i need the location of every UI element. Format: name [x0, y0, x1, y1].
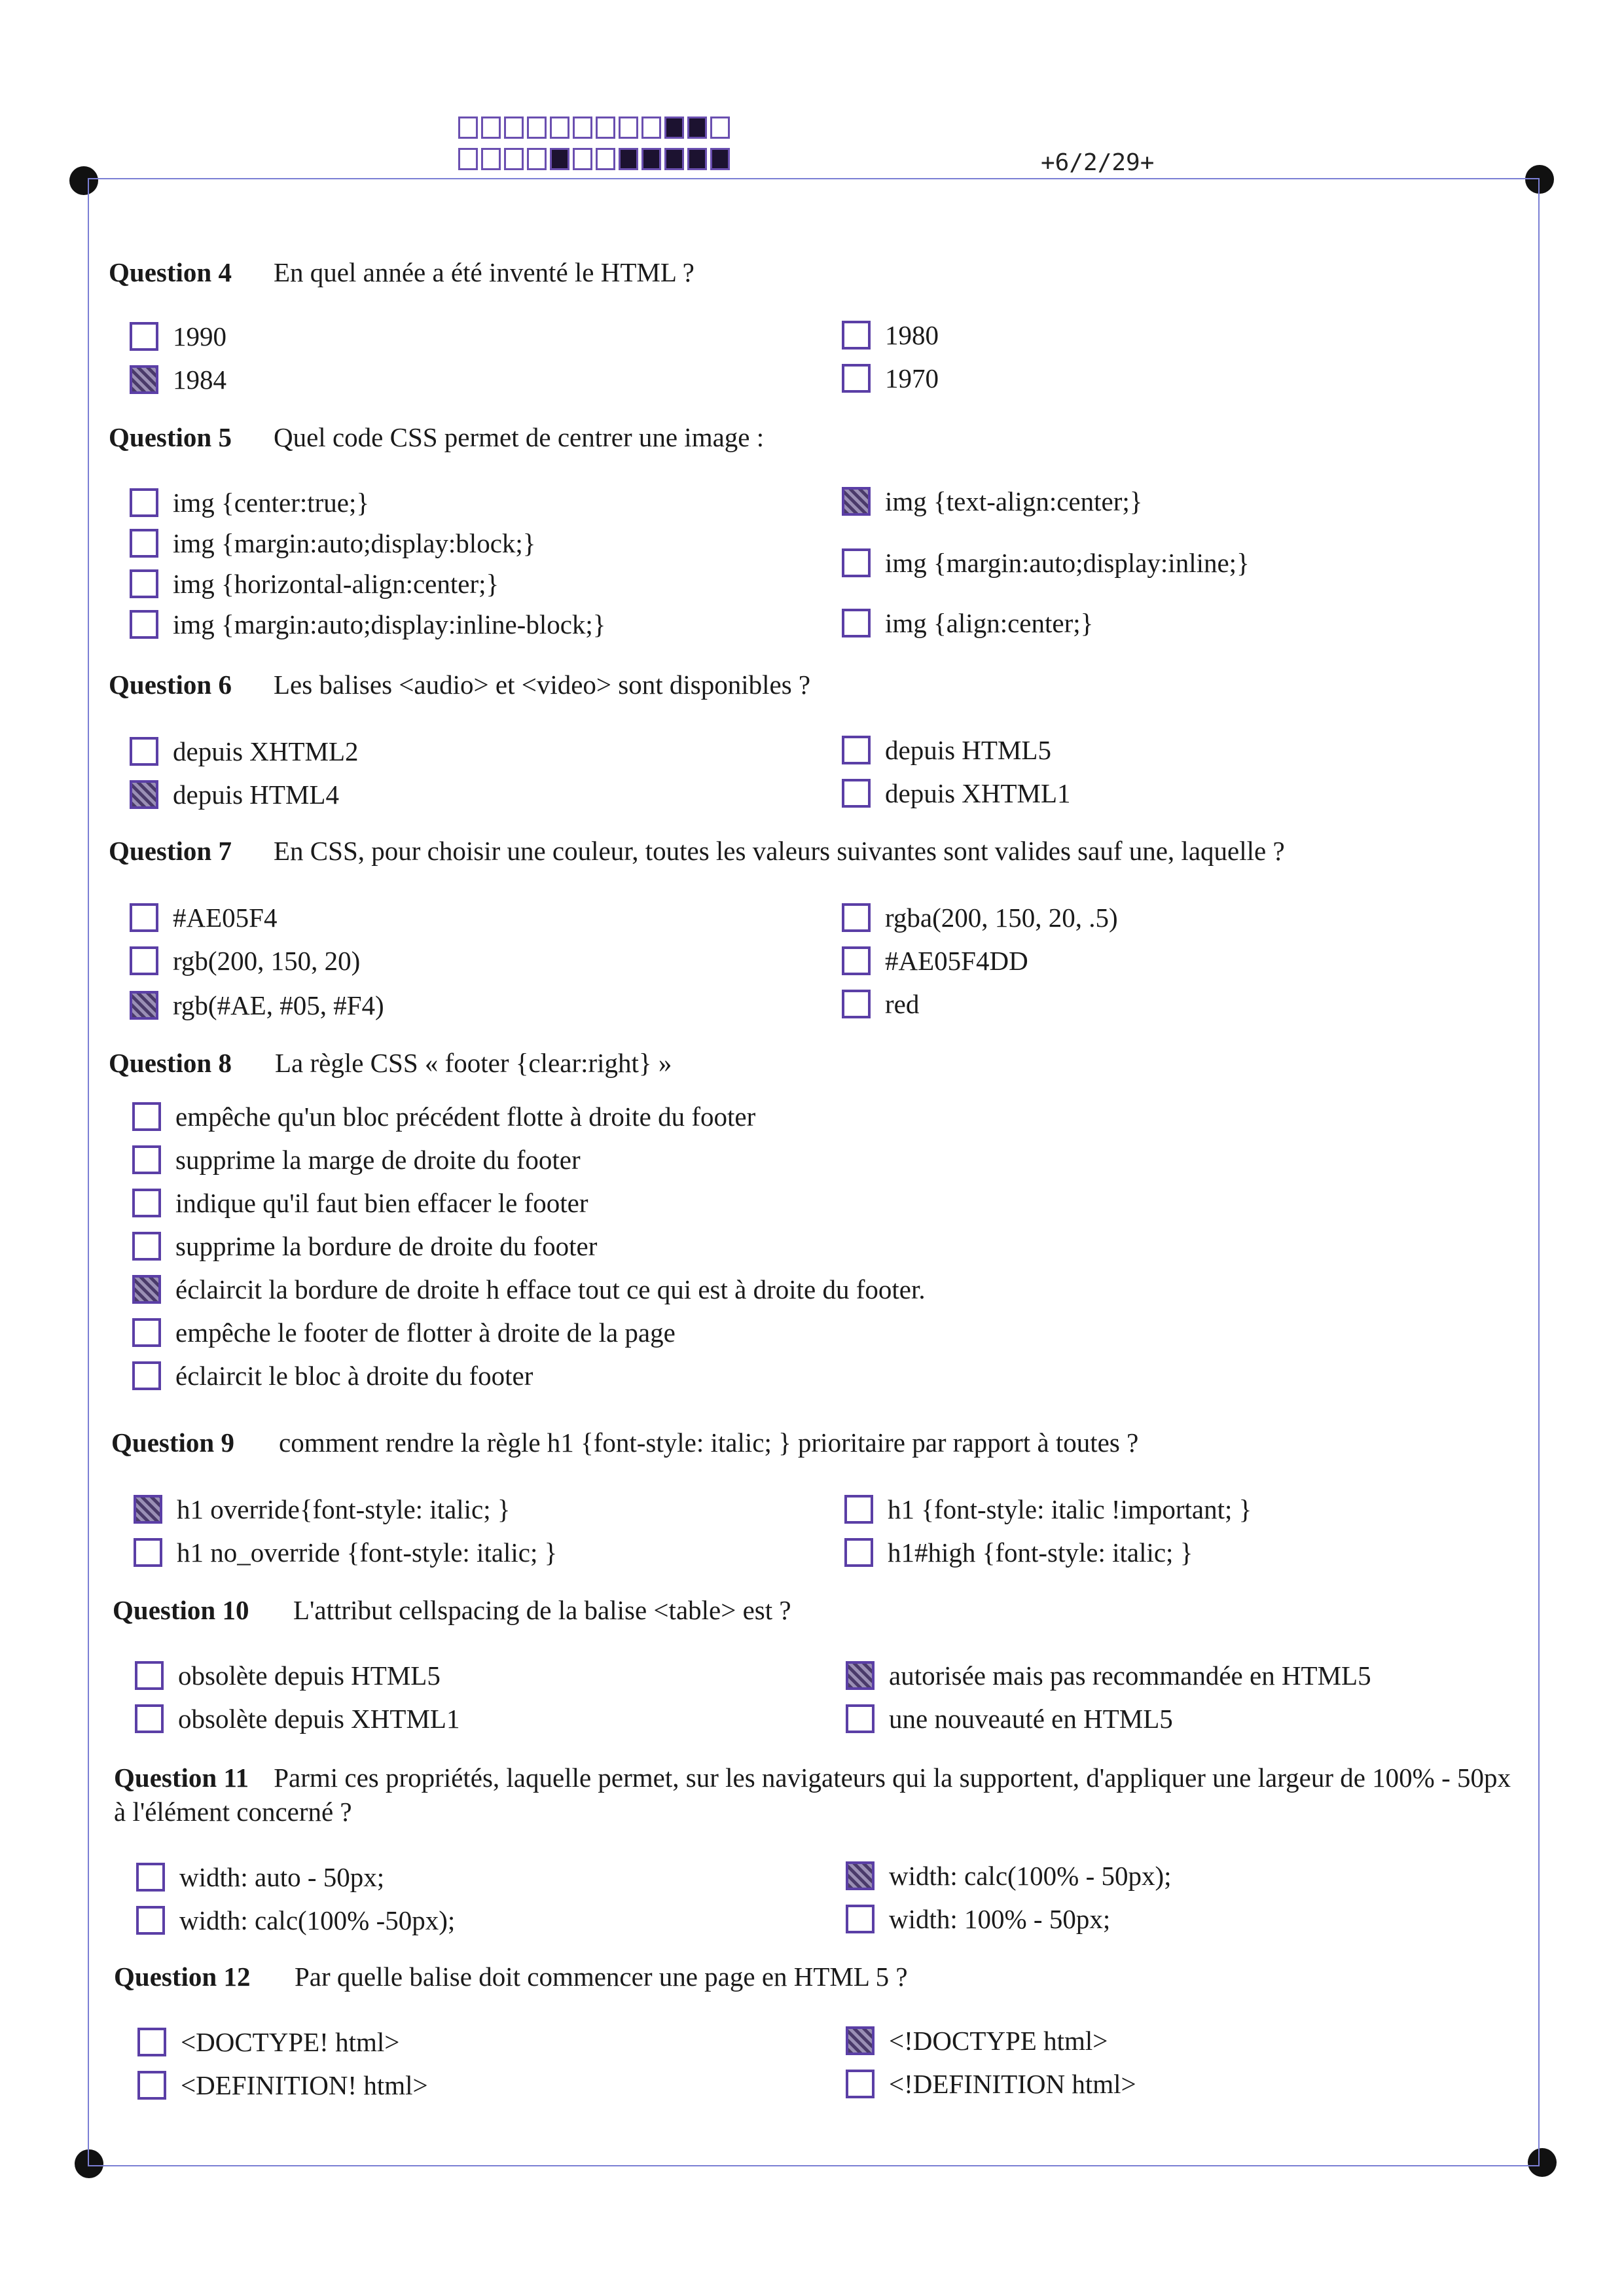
checkbox[interactable]: [136, 1906, 165, 1935]
option-label: supprime la marge de droite du footer: [175, 1145, 581, 1175]
question-number: Question 7: [109, 836, 232, 866]
option-q8-2[interactable]: [132, 1144, 581, 1175]
checkbox[interactable]: [132, 1361, 161, 1390]
option-label: 1970: [885, 363, 939, 393]
option-q11-2[interactable]: [136, 1905, 455, 1936]
barcode-cell: [573, 117, 592, 139]
option-label: width: calc(100% -50px);: [179, 1905, 456, 1935]
option-q5-4[interactable]: [130, 609, 606, 640]
checkbox[interactable]: [134, 1495, 162, 1524]
option-q9-4[interactable]: [844, 1537, 1193, 1568]
barcode-cell: [458, 117, 478, 139]
option-label: h1#high {font-style: italic; }: [888, 1537, 1193, 1568]
option-label: img {horizontal-align:center;}: [173, 569, 499, 599]
option-label: <DEFINITION! html>: [181, 2070, 428, 2100]
option-q5-2[interactable]: [130, 528, 535, 559]
page-id: +6/2/29+: [1041, 149, 1155, 176]
option-label: h1 {font-style: italic !important; }: [888, 1494, 1252, 1524]
barcode-cell: [710, 117, 730, 139]
option-q12-2[interactable]: [137, 2070, 428, 2101]
option-label: rgb(200, 150, 20): [173, 946, 361, 976]
barcode-cell: [504, 117, 524, 139]
checkbox[interactable]: [130, 610, 158, 639]
checkbox[interactable]: [846, 1704, 875, 1733]
barcode-cell: [481, 117, 501, 139]
option-label: h1 no_override {font-style: italic; }: [177, 1537, 558, 1568]
question-text: La règle CSS « footer {clear:right} »: [275, 1048, 672, 1078]
question-5-title: [109, 422, 764, 453]
checkbox[interactable]: [842, 321, 871, 350]
option-label: h1 override{font-style: italic; }: [177, 1494, 511, 1524]
option-q9-1[interactable]: [134, 1494, 511, 1525]
option-q11-1[interactable]: [136, 1861, 384, 1893]
option-q7-1[interactable]: [130, 902, 277, 933]
option-label: img {align:center;}: [885, 608, 1094, 638]
barcode-cell: [596, 148, 615, 170]
question-number: Question 9: [111, 1427, 234, 1458]
option-q7-4[interactable]: [842, 902, 1118, 933]
option-label: width: calc(100% - 50px);: [889, 1861, 1172, 1891]
question-6-title: [109, 669, 810, 700]
option-q8-4[interactable]: [132, 1230, 597, 1262]
checkbox[interactable]: [135, 1704, 164, 1733]
option-label: <DOCTYPE! html>: [181, 2027, 400, 2057]
checkbox[interactable]: [842, 990, 871, 1018]
checkbox[interactable]: [846, 2026, 875, 2055]
checkbox[interactable]: [842, 946, 871, 975]
option-label: red: [885, 989, 920, 1019]
barcode-cell: [687, 117, 707, 139]
option-label: depuis HTML4: [173, 780, 339, 810]
option-q7-5[interactable]: [842, 945, 1028, 977]
option-label: indique qu'il faut bien effacer le footer: [175, 1188, 588, 1218]
option-label: img {margin:auto;display:block;}: [173, 528, 536, 558]
question-text: Quel code CSS permet de centrer une image :: [274, 422, 765, 452]
checkbox[interactable]: [130, 903, 158, 932]
checkbox[interactable]: [842, 364, 871, 393]
option-label: éclaircit la bordure de droite h efface tout ce qui est à droite du footer.: [175, 1274, 926, 1304]
question-number: Question 4: [109, 257, 232, 287]
option-label: obsolète depuis XHTML1: [178, 1704, 460, 1734]
checkbox[interactable]: [136, 1863, 165, 1892]
option-q5-7[interactable]: [842, 607, 1093, 639]
question-number: Question 5: [109, 422, 232, 452]
option-q10-3[interactable]: [846, 1660, 1371, 1691]
barcode-cell: [641, 117, 661, 139]
checkbox[interactable]: [842, 779, 871, 808]
option-label: #AE05F4DD: [885, 946, 1028, 976]
checkbox[interactable]: [130, 322, 158, 351]
checkbox[interactable]: [132, 1102, 161, 1131]
option-label: <!DOCTYPE html>: [889, 2026, 1108, 2056]
question-12-title: [114, 1961, 908, 1992]
option-q11-3[interactable]: [846, 1860, 1172, 1892]
option-q8-1[interactable]: [132, 1101, 755, 1132]
option-q5-5[interactable]: [842, 486, 1142, 517]
checkbox[interactable]: [132, 1232, 161, 1261]
barcode-cell: [619, 117, 638, 139]
option-label: img {margin:auto;display:inline-block;}: [173, 609, 606, 639]
option-label: 1984: [173, 365, 226, 395]
option-q9-2[interactable]: [134, 1537, 557, 1568]
barcode-cell: [458, 148, 478, 170]
option-label: éclaircit le bloc à droite du footer: [175, 1361, 533, 1391]
checkbox[interactable]: [846, 1661, 875, 1690]
checkbox[interactable]: [137, 2028, 166, 2056]
question-number: Question 12: [114, 1962, 251, 1992]
option-q10-1[interactable]: [135, 1660, 441, 1691]
option-label: width: auto - 50px;: [179, 1862, 385, 1892]
option-label: autorisée mais pas recommandée en HTML5: [889, 1660, 1371, 1691]
option-label: depuis XHTML2: [173, 736, 359, 766]
barcode-cell: [527, 148, 547, 170]
barcode-cell: [504, 148, 524, 170]
question-number: Question 11: [114, 1763, 249, 1793]
barcode-cell: [687, 148, 707, 170]
checkbox[interactable]: [844, 1538, 873, 1567]
checkbox[interactable]: [130, 991, 158, 1020]
option-q8-6[interactable]: [132, 1317, 676, 1348]
option-q8-5[interactable]: [132, 1274, 926, 1305]
option-label: 1980: [885, 320, 939, 350]
option-label: une nouveauté en HTML5: [889, 1704, 1173, 1734]
option-q6-3[interactable]: [842, 734, 1051, 766]
option-label: width: 100% - 50px;: [889, 1904, 1111, 1934]
barcode-cell: [664, 117, 684, 139]
barcode-cell: [664, 148, 684, 170]
question-text: comment rendre la règle h1 {font-style: italic; } prioritaire par rapport à toutes ?: [279, 1427, 1139, 1458]
option-q7-3[interactable]: [130, 990, 384, 1021]
question-number: Question 10: [113, 1595, 249, 1625]
option-label: empêche le footer de flotter à droite de la page: [175, 1318, 676, 1348]
checkbox[interactable]: [132, 1145, 161, 1174]
checkbox[interactable]: [846, 1861, 875, 1890]
checkbox[interactable]: [134, 1538, 162, 1567]
option-label: depuis XHTML1: [885, 778, 1071, 808]
option-label: empêche qu'un bloc précédent flotte à droite du footer: [175, 1102, 756, 1132]
question-9-title: [111, 1427, 1138, 1458]
question-number: Question 6: [109, 670, 232, 700]
checkbox[interactable]: [846, 1905, 875, 1933]
option-label: img {center:true;}: [173, 488, 370, 518]
barcode-row-2: [458, 148, 733, 170]
option-label: rgba(200, 150, 20, .5): [885, 903, 1118, 933]
option-q9-3[interactable]: [844, 1494, 1252, 1525]
question-text: Par quelle balise doit commencer une page en HTML 5 ?: [295, 1962, 908, 1992]
checkbox[interactable]: [130, 365, 158, 394]
checkbox[interactable]: [842, 736, 871, 764]
option-label: <!DEFINITION html>: [889, 2069, 1136, 2099]
checkbox[interactable]: [130, 737, 158, 766]
barcode-cell: [619, 148, 638, 170]
option-q12-3[interactable]: [846, 2025, 1108, 2056]
checkbox[interactable]: [842, 903, 871, 932]
checkbox[interactable]: [130, 569, 158, 598]
checkbox[interactable]: [132, 1189, 161, 1217]
option-q5-3[interactable]: [130, 568, 499, 600]
checkbox[interactable]: [130, 529, 158, 558]
option-q4-4[interactable]: [842, 363, 939, 394]
checkbox[interactable]: [842, 548, 871, 577]
checkbox[interactable]: [132, 1318, 161, 1347]
option-q6-2[interactable]: [130, 779, 339, 810]
option-label: 1990: [173, 321, 226, 351]
checkbox[interactable]: [132, 1275, 161, 1304]
barcode-cell: [641, 148, 661, 170]
question-text: En CSS, pour choisir une couleur, toutes les valeurs suivantes sont valides sauf une, laquelle ?: [274, 836, 1285, 866]
option-q11-4[interactable]: [846, 1903, 1110, 1935]
option-q10-2[interactable]: [135, 1703, 460, 1734]
question-text: En quel année a été inventé le HTML ?: [274, 257, 695, 287]
option-label: depuis HTML5: [885, 735, 1051, 765]
barcode-row-1: [458, 117, 733, 139]
option-q5-1[interactable]: [130, 487, 369, 518]
barcode-cell: [596, 117, 615, 139]
option-q8-3[interactable]: [132, 1187, 588, 1219]
question-number: Question 8: [109, 1048, 232, 1078]
option-q4-3[interactable]: [842, 319, 939, 351]
checkbox[interactable]: [130, 488, 158, 517]
checkbox[interactable]: [842, 609, 871, 637]
barcode-cell: [710, 148, 730, 170]
option-label: rgb(#AE, #05, #F4): [173, 990, 384, 1020]
checkbox[interactable]: [130, 946, 158, 975]
checkbox[interactable]: [842, 487, 871, 516]
option-q4-2[interactable]: [130, 364, 226, 395]
question-4-title: [109, 257, 695, 288]
question-10-title: [113, 1594, 791, 1626]
barcode-cell: [550, 148, 569, 170]
option-label: #AE05F4: [173, 903, 278, 933]
option-q4-1[interactable]: [130, 321, 226, 352]
question-text: L'attribut cellspacing de la balise <table> est ?: [293, 1595, 791, 1625]
option-q7-2[interactable]: [130, 945, 360, 977]
barcode-cell: [527, 117, 547, 139]
question-text: Les balises <audio> et <video> sont disponibles ?: [274, 670, 811, 700]
question-11-title: [114, 1761, 1528, 1829]
option-label: img {text-align:center;}: [885, 486, 1143, 516]
option-q7-6[interactable]: [842, 988, 919, 1020]
option-q12-1[interactable]: [137, 2026, 399, 2058]
option-label: img {margin:auto;display:inline;}: [885, 548, 1250, 578]
option-q6-4[interactable]: [842, 778, 1071, 809]
question-7-title: [109, 835, 1285, 867]
option-q12-4[interactable]: [846, 2068, 1136, 2100]
checkbox[interactable]: [137, 2071, 166, 2100]
option-q6-1[interactable]: [130, 736, 359, 767]
question-8-title: [109, 1047, 672, 1079]
option-label: supprime la bordure de droite du footer: [175, 1231, 598, 1261]
option-q5-6[interactable]: [842, 547, 1250, 579]
option-q10-4[interactable]: [846, 1703, 1173, 1734]
barcode-cell: [573, 148, 592, 170]
option-label: obsolète depuis HTML5: [178, 1660, 441, 1691]
checkbox[interactable]: [135, 1661, 164, 1690]
checkbox[interactable]: [130, 780, 158, 809]
option-q8-7[interactable]: [132, 1360, 533, 1391]
barcode-cell: [550, 117, 569, 139]
checkbox[interactable]: [844, 1495, 873, 1524]
question-text: Parmi ces propriétés, laquelle permet, sur les navigateurs qui la supportent, d'appliquer une largeur de 100% - 50px à l'élément concerné ?: [114, 1763, 1511, 1827]
barcode-cell: [481, 148, 501, 170]
checkbox[interactable]: [846, 2070, 875, 2098]
